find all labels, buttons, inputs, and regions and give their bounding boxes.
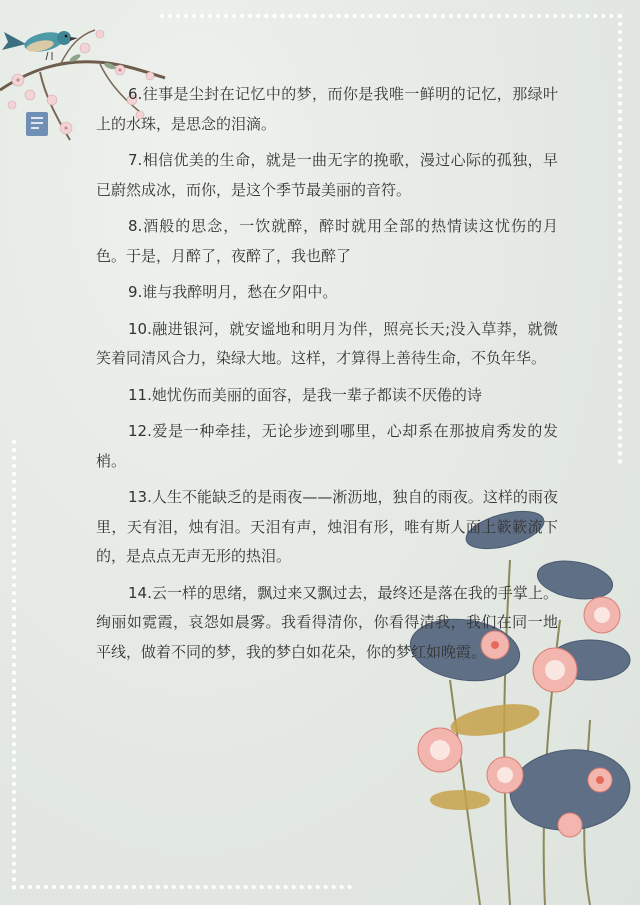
paragraph: 9.谁与我醉明月，愁在夕阳中。 [128, 283, 338, 301]
paragraph: 10.融进银河，就安谧地和明月为伴，照亮长天;没入草莽，就微笑着同清风合力，染绿大地。这样，才算得上善待生命，不负年华。 [96, 319, 558, 367]
dotted-frame-top [160, 14, 622, 18]
article-body [96, 80, 558, 674]
dotted-frame-left [12, 440, 16, 890]
paragraph: 8.酒般的思念，一饮就醉，醉时就用全部的热情读这忧伤的月色。于是，月醉了，夜醉了，我也醉了 [96, 217, 558, 265]
paragraph: 6.往事是尘封在记忆中的梦，而你是我唯一鲜明的记忆，那绿叶上的水珠，是思念的泪滴。 [96, 85, 558, 133]
paragraph: 13.人生不能缺乏的是雨夜——淅沥地，独自的雨夜。这样的雨夜里，天有泪，烛有泪。天泪有声，烛泪有形，唯有斯人面上簌簌流下的，是点点无声无形的热泪。 [96, 488, 558, 565]
paragraph: 7.相信优美的生命，就是一曲无字的挽歌，漫过心际的孤独，早已蔚然成冰，而你，是这个季节最美丽的音符。 [96, 151, 558, 199]
paragraph: 12.爱是一种牵挂，无论步迹到哪里，心却系在那披肩秀发的发梢。 [96, 422, 558, 470]
bird-illustration [0, 2, 80, 62]
paragraph: 14.云一样的思绪，飘过来又飘过去，最终还是落在我的手掌上。绚丽如霓霞，哀怨如晨雾。我看得清你，你看得清我，我们在同一地平线，做着不同的梦，我的梦白如花朵，你的梦红如晚霞。 [96, 583, 558, 661]
dotted-frame-bottom [12, 885, 352, 889]
dotted-frame-right [618, 14, 622, 464]
document-icon [26, 112, 48, 136]
paragraph: 11.她忧伤而美丽的面容，是我一辈子都读不厌倦的诗 [128, 385, 482, 404]
